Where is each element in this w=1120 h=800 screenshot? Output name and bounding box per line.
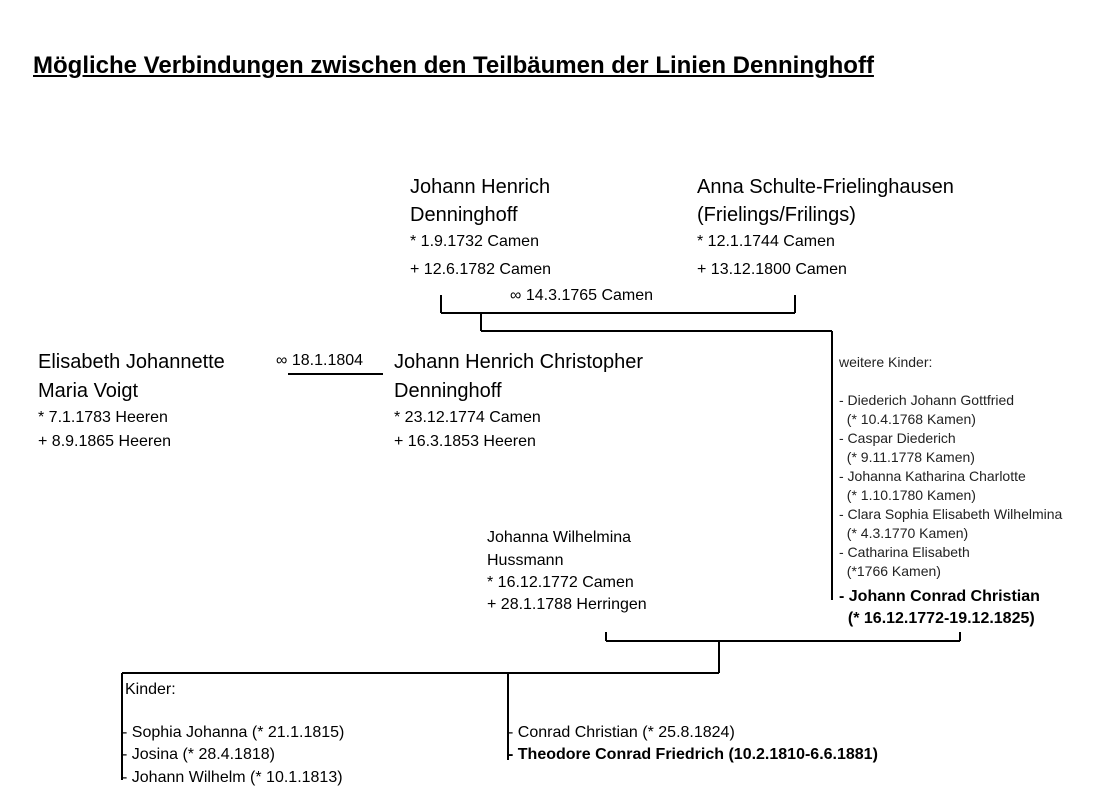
further-child-line: - Catharina Elisabeth bbox=[839, 544, 970, 560]
wife-birth: * 7.1.1783 Heeren bbox=[38, 409, 168, 426]
hussmann-birth: * 16.12.1772 Camen bbox=[487, 574, 634, 591]
highlight-child-dates: (* 16.12.1772-19.12.1825) bbox=[839, 610, 1035, 627]
father-name-line1: Johann Henrich bbox=[410, 176, 551, 198]
conrad-child-1: - Conrad Christian (* 25.8.1824) bbox=[508, 724, 735, 741]
further-child-line: - Clara Sophia Elisabeth Wilhelmina bbox=[839, 506, 1063, 522]
wife-name-line2: Maria Voigt bbox=[38, 380, 139, 402]
further-child-line: (* 1.10.1780 Kamen) bbox=[839, 487, 976, 503]
further-child-line: (* 10.4.1768 Kamen) bbox=[839, 411, 976, 427]
hussmann-name-line1: Johanna Wilhelmina bbox=[487, 529, 632, 546]
kinder-heading: Kinder: bbox=[125, 681, 176, 698]
wife-name-line1: Elisabeth Johannette bbox=[38, 351, 225, 373]
page-title: Mögliche Verbindungen zwischen den Teilbäumen der Linien Denninghoff bbox=[33, 52, 874, 79]
further-child-line: (*1766 Kamen) bbox=[839, 563, 941, 579]
further-child-line: (* 4.3.1770 Kamen) bbox=[839, 525, 969, 541]
father-death: + 12.6.1782 Camen bbox=[410, 261, 551, 278]
kinder-item: - Josina (* 28.4.1818) bbox=[122, 746, 275, 763]
son-death: + 16.3.1853 Heeren bbox=[394, 433, 536, 450]
kinder-item: - Sophia Johanna (* 21.1.1815) bbox=[122, 724, 345, 741]
parents-marriage: ∞ 14.3.1765 Camen bbox=[510, 287, 654, 304]
further-child-line: - Johanna Katharina Charlotte bbox=[839, 468, 1026, 484]
hussmann-name-line2: Hussmann bbox=[487, 552, 564, 569]
father-birth: * 1.9.1732 Camen bbox=[410, 233, 539, 250]
hussmann-death: + 28.1.1788 Herringen bbox=[487, 596, 647, 613]
mother-name-line1: Anna Schulte-Frielinghausen bbox=[697, 176, 954, 198]
couple-marriage: ∞ 18.1.1804 bbox=[276, 352, 364, 369]
wife-death: + 8.9.1865 Heeren bbox=[38, 433, 171, 450]
further-child-line: - Caspar Diederich bbox=[839, 430, 956, 446]
son-name-line2: Denninghoff bbox=[394, 380, 502, 402]
mother-death: + 13.12.1800 Camen bbox=[697, 261, 847, 278]
father-name-line2: Denninghoff bbox=[410, 204, 518, 226]
mother-name-line2: (Frielings/Frilings) bbox=[697, 204, 856, 226]
conrad-child-2: - Theodore Conrad Friedrich (10.2.1810-6.6.1881) bbox=[508, 746, 878, 763]
mother-birth: * 12.1.1744 Camen bbox=[697, 233, 835, 250]
son-birth: * 23.12.1774 Camen bbox=[394, 409, 541, 426]
further-children-heading: weitere Kinder: bbox=[839, 354, 933, 370]
son-name-line1: Johann Henrich Christopher bbox=[394, 351, 644, 373]
further-children-list bbox=[839, 353, 1062, 581]
further-child-line: - Diederich Johann Gottfried bbox=[839, 392, 1015, 408]
kinder-item: - Johann Wilhelm (* 10.1.1813) bbox=[122, 769, 343, 786]
highlight-child-name: - Johann Conrad Christian bbox=[839, 588, 1040, 605]
further-child-line: (* 9.11.1778 Kamen) bbox=[839, 449, 975, 465]
